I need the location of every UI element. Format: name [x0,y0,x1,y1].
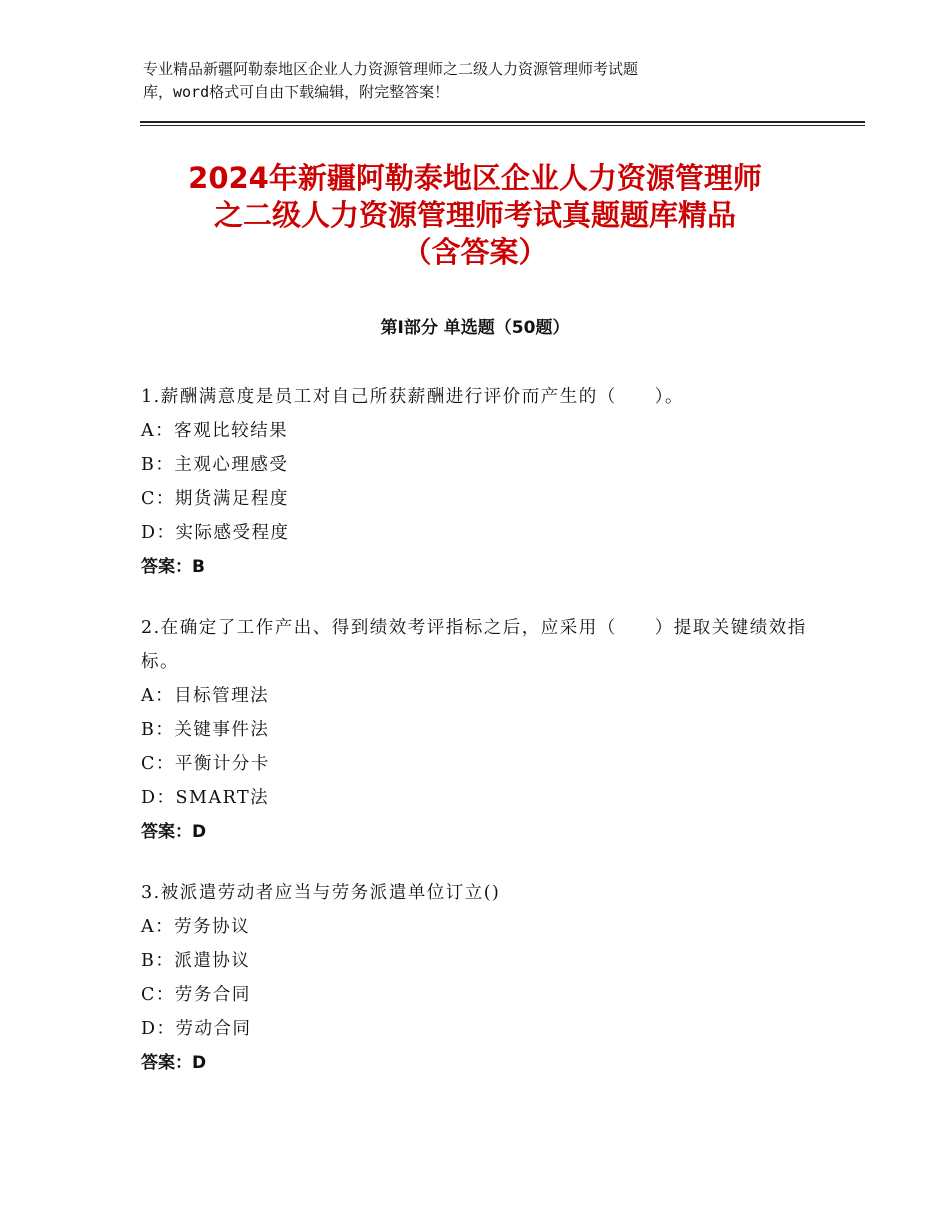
question-text: 2.在确定了工作产出、得到绩效考评指标之后，应采用（ ）提取关键绩效指标。 [141,618,807,672]
option-b: B：关键事件法 [141,720,270,740]
header-divider [140,121,865,123]
answer-label: 答案：D [141,822,207,842]
option-c: C：期货满足程度 [141,489,289,509]
question-text: 1.薪酬满意度是员工对自己所获薪酬进行评价而产生的（ ）。 [141,387,684,407]
option-c: C：劳务合同 [141,985,251,1005]
option-b: B：主观心理感受 [141,455,289,475]
option-d: D：实际感受程度 [141,523,290,543]
option-c: C：平衡计分卡 [141,754,270,774]
document-title [120,160,830,271]
answer-label: 答案：B [141,557,205,577]
title-line: 2024年新疆阿勒泰地区企业人力资源管理师 [188,161,762,195]
option-a: A：目标管理法 [141,686,270,706]
answer-label: 答案：D [141,1053,207,1073]
option-a: A：客观比较结果 [141,421,289,441]
option-b: B：派遣协议 [141,951,251,971]
question-item [141,380,811,584]
question-text: 3.被派遣劳动者应当与劳务派遣单位订立() [141,883,501,903]
header-divider-thin [140,125,865,126]
header-note-line: 库，word格式可自由下载编辑，附完整答案！ [143,83,450,101]
question-item [141,876,811,1080]
question-list [141,380,811,1107]
header-note [143,58,823,104]
option-a: A：劳务协议 [141,917,251,937]
title-line: （含答案） [402,235,548,269]
title-line: 之二级人力资源管理师考试真题题库精品 [213,198,736,232]
option-d: D：SMART法 [141,788,270,808]
header-note-line: 专业精品新疆阿勒泰地区企业人力资源管理师之二级人力资源管理师考试题 [143,60,639,78]
section-heading: 第Ⅰ部分 单选题（50题） [380,318,570,338]
question-item [141,611,811,849]
option-d: D：劳动合同 [141,1019,252,1039]
